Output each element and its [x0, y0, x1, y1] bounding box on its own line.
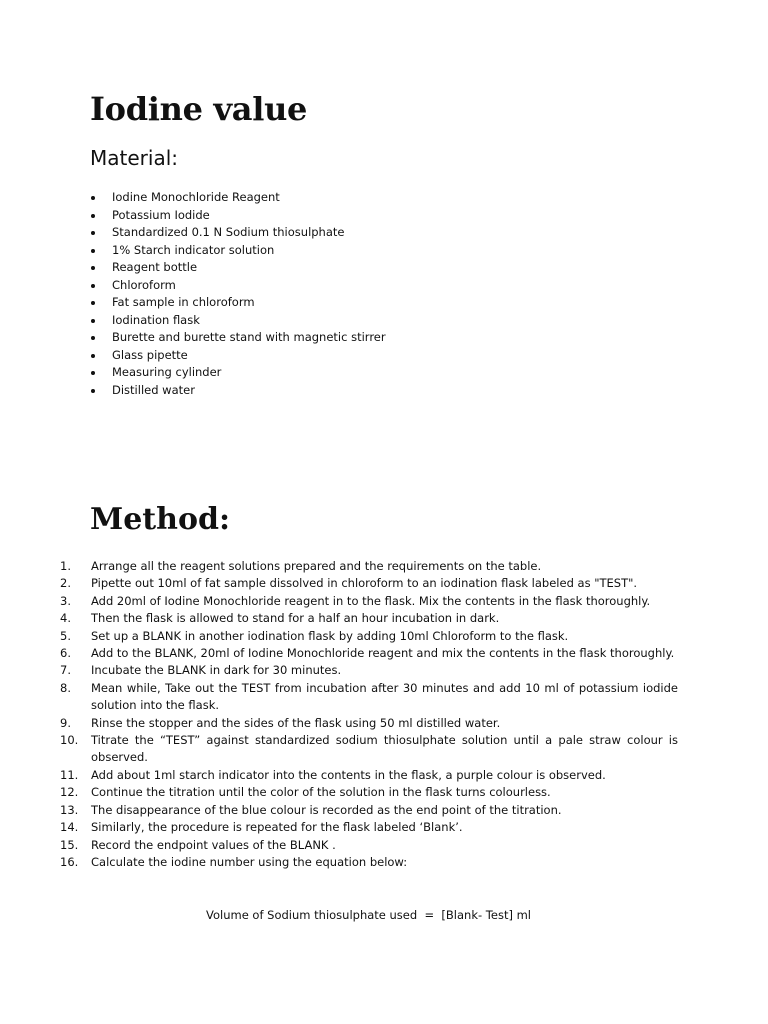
list-item: Reagent bottle — [90, 259, 386, 277]
method-steps-list — [60, 558, 678, 871]
list-item: Chloroform — [90, 277, 386, 295]
step-number: 5. — [60, 628, 71, 643]
step-text: Titrate the “TEST” against standardized sodium thiosulphate solution until a pale straw colour is observed. — [91, 733, 678, 765]
method-heading: Method: — [90, 502, 231, 537]
step-text: Calculate the iodine number using the equation below: — [91, 854, 408, 869]
step-text: Set up a BLANK in another iodination flask by adding 10ml Chloroform to the flask. — [91, 628, 569, 643]
step-number: 16. — [60, 854, 79, 869]
step-text: Add 20ml of Iodine Monochloride reagent in to the flask. Mix the contents in the flask thoroughly. — [91, 593, 651, 608]
step-item — [60, 802, 678, 819]
step-number: 1. — [60, 559, 71, 573]
step-text: Pipette out 10ml of fat sample dissolved in chloroform to an iodination flask labeled as "TEST". — [91, 576, 638, 591]
list-item: Distilled water — [90, 382, 386, 400]
step-number: 13. — [60, 802, 79, 817]
step-item — [60, 575, 678, 592]
page-title: Iodine value — [90, 90, 308, 128]
step-text: Add about 1ml starch indicator into the contents in the flask, a purple colour is observed. — [91, 767, 606, 782]
step-number: 10. — [60, 733, 79, 748]
step-item — [60, 680, 678, 715]
step-item — [60, 662, 678, 679]
equation-text: Volume of Sodium thiosulphate used = [Blank- Test] ml — [206, 908, 531, 922]
step-number: 12. — [60, 785, 79, 800]
step-text: The disappearance of the blue colour is recorded as the end point of the titration. — [91, 802, 562, 817]
list-item: Glass pipette — [90, 347, 386, 365]
step-item — [60, 732, 678, 767]
step-number: 8. — [60, 680, 71, 695]
step-number: 14. — [60, 820, 79, 835]
list-item: Standardized 0.1 N Sodium thiosulphate — [90, 224, 386, 242]
step-text: Rinse the stopper and the sides of the flask using 50 ml distilled water. — [91, 715, 501, 730]
step-text: Incubate the BLANK in dark for 30 minutes. — [91, 663, 342, 678]
list-item: Iodination flask — [90, 312, 386, 330]
step-number: 9. — [60, 715, 71, 730]
step-number: 2. — [60, 576, 71, 591]
material-heading: Material: — [90, 146, 178, 170]
step-number: 15. — [60, 837, 79, 852]
list-item: Measuring cylinder — [90, 364, 386, 382]
step-item — [60, 715, 678, 732]
step-number: 6. — [60, 646, 71, 661]
list-item: Iodine Monochloride Reagent — [90, 189, 386, 207]
step-item — [60, 593, 678, 610]
step-item — [60, 558, 678, 575]
step-number: 3. — [60, 593, 71, 608]
step-text: Similarly, the procedure is repeated for the flask labeled ‘Blank’. — [91, 820, 463, 835]
step-item — [60, 645, 678, 662]
step-item — [60, 610, 678, 627]
step-text: Add to the BLANK, 20ml of Iodine Monochloride reagent and mix the contents in the flask thoroughly. — [91, 646, 675, 661]
step-number: 4. — [60, 611, 71, 626]
step-text: Then the flask is allowed to stand for a half an hour incubation in dark. — [91, 611, 500, 626]
step-item — [60, 819, 678, 836]
step-item — [60, 784, 678, 801]
materials-list — [90, 189, 386, 399]
step-item — [60, 628, 678, 645]
step-number: 7. — [60, 663, 71, 678]
list-item: Potassium Iodide — [90, 207, 386, 225]
list-item: Fat sample in chloroform — [90, 294, 386, 312]
step-text: Mean while, Take out the TEST from incubation after 30 minutes and add 10 ml of potassium iodide solution into the flask. — [91, 680, 678, 713]
step-text: Arrange all the reagent solutions prepared and the requirements on the table. — [91, 559, 542, 573]
step-text: Continue the titration until the color of the solution in the flask turns colourless. — [91, 785, 551, 800]
step-number: 11. — [60, 767, 79, 782]
step-item — [60, 767, 678, 784]
list-item: 1% Starch indicator solution — [90, 242, 386, 260]
step-item — [60, 837, 678, 854]
step-item — [60, 854, 678, 871]
list-item: Burette and burette stand with magnetic stirrer — [90, 329, 386, 347]
step-text: Record the endpoint values of the BLANK . — [91, 837, 336, 852]
